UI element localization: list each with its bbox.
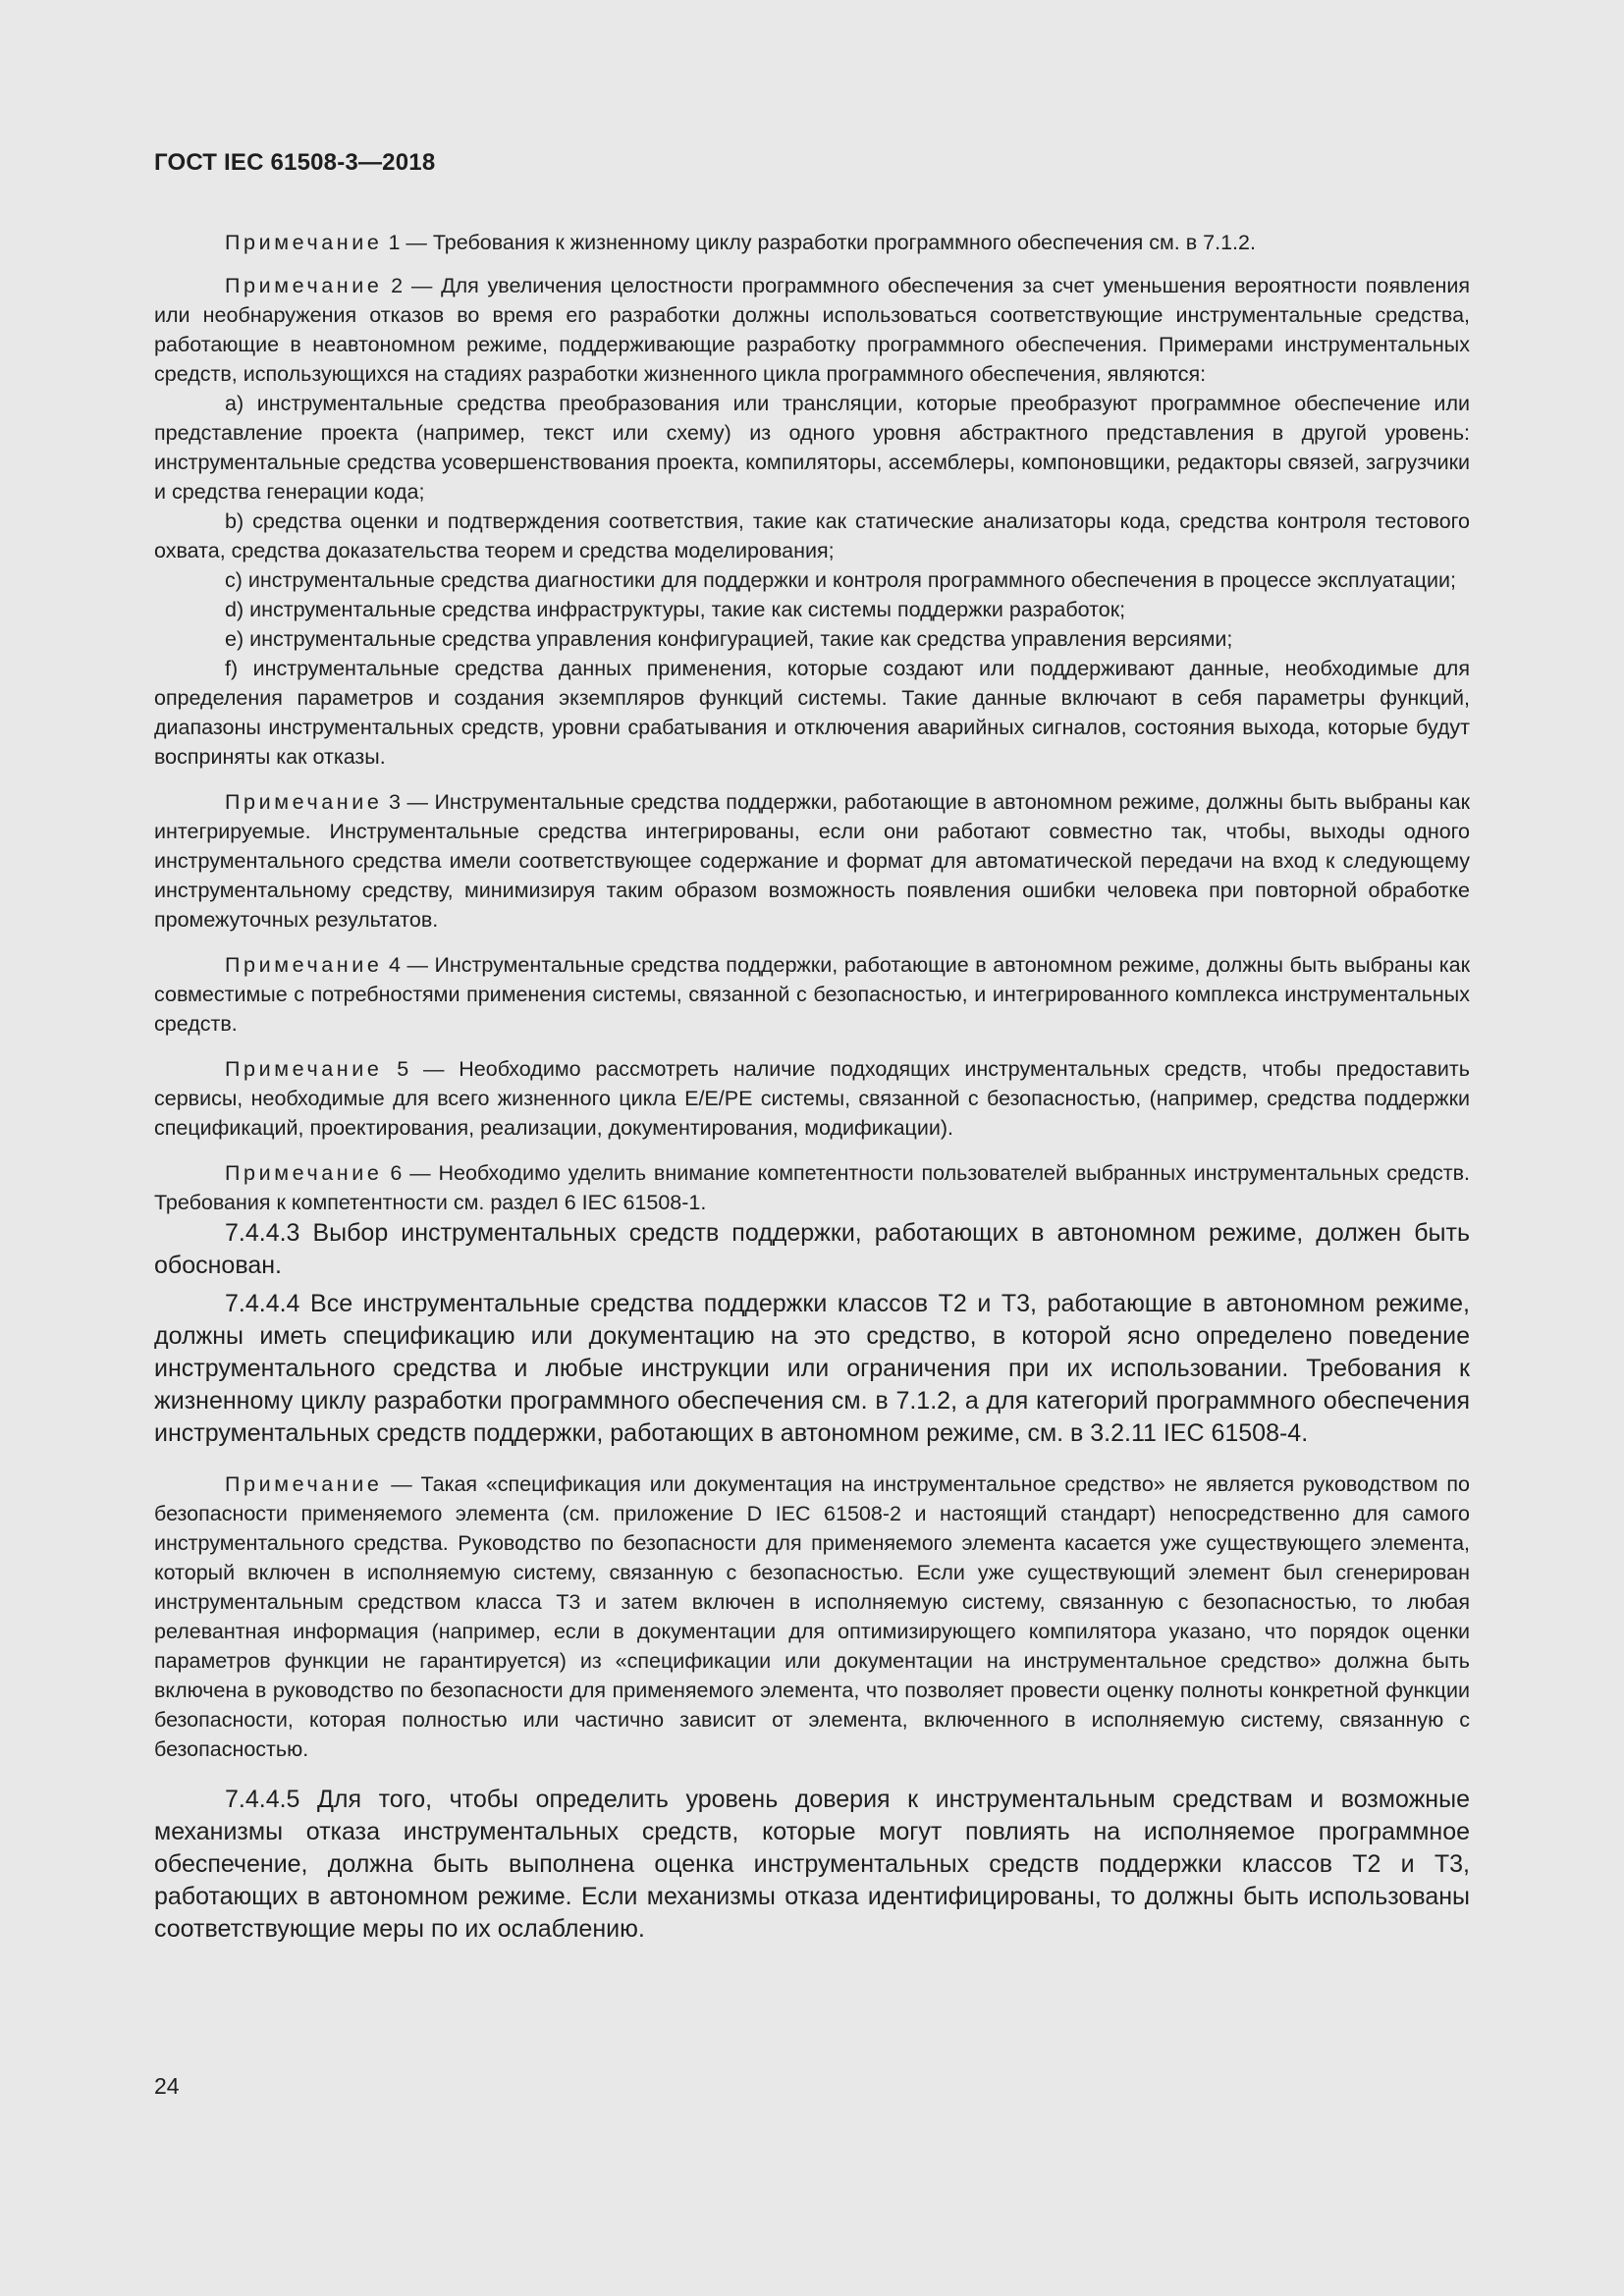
list-item-a: a) инструментальные средства преобразования или трансляции, которые преобразуют программное обеспечение или представление проекта (например, текст или схему) из одного уровня абстрактного представления в другой уровень: инструментальные средства усовершенствования проекта, компиляторы, ассемблеры, компоновщики, редакторы связей, загрузчики и средства генерации кода; [154, 392, 1470, 504]
note-3 [154, 787, 1470, 934]
note-6 [154, 1158, 1470, 1217]
note-5 [154, 1054, 1470, 1143]
note-text: — Необходимо рассмотреть наличие подходящих инструментальных средств, чтобы предоставить сервисы, необходимые для всего жизненного цикла E/E/PE системы, связанной с безопасностью, (например, средства поддержки спецификаций, проектирования, реализации, документирования, модификации). [154, 1057, 1470, 1140]
note-number: 6 [390, 1161, 403, 1185]
note-label-word: Примечание [225, 790, 383, 814]
note-number: 1 [388, 231, 401, 254]
list-item-f: f) инструментальные средства данных применения, которые создают или поддерживают данные, необходимые для определения параметров и создания экземпляров функций системы. Такие данные включают в себя параметры функций, диапазоны инструментальных средств, уровни срабатывания и отключения аварийных сигналов, состояния выхода, которые будут восприняты как отказы. [154, 657, 1470, 769]
note-4 [154, 950, 1470, 1039]
page-content [154, 226, 1470, 1946]
note-text: — Для увеличения целостности программного обеспечения за счет уменьшения вероятности появления или необнаружения отказов во время его разработки должны использоваться соответствующие инструментальные средства, работающие в неавтономном режиме, поддерживающие разработку программного обеспечения. Примерами инструментальных средств, использующихся на стадиях разработки жизненного цикла программного обеспечения, являются: [154, 274, 1470, 386]
page-number: 24 [154, 2073, 180, 2099]
note-text: — Требования к жизненному циклу разработки программного обеспечения см. в 7.1.2. [400, 231, 1256, 254]
document-page [154, 0, 1470, 2296]
note-text: — Такая «спецификация или документация на инструментальное средство» не является руководством по безопасности применяемого элемента (см. приложение D IEC 61508-2 и настоящий стандарт) непосредственно для самого инструментального средства. Руководство по безопасности для применяемого элемента касается уже существующего элемента, который включен в исполняемую систему, связанную с безопасностью. Если уже существующий элемент был сгенерирован инструментальным средством класса Т3 и затем включен в исполняемую систему, связанную с безопасностью, то любая релевантная информация (например, если в документации для оптимизирующего компилятора указано, что порядок оценки параметров функции не гарантируется) из «спецификации или документации на инструментальное средство» должна быть включена в руководство по безопасности для применяемого элемента, что позволяет провести оценку полноты конкретной функции безопасности, которая полностью или частично зависит от элемента, включенного в исполняемую систему, связанную с безопасностью. [154, 1472, 1470, 1761]
document-header: ГОСТ IEC 61508-3—2018 [154, 149, 436, 176]
note-number: 2 [391, 274, 404, 297]
list-item-c: c) инструментальные средства диагностики для поддержки и контроля программного обеспечения в процессе эксплуатации; [225, 568, 1457, 592]
note-label-word: Примечание [225, 1472, 383, 1496]
note-1 [154, 228, 1470, 257]
note-label-word: Примечание [225, 953, 383, 977]
note-label-word: Примечание [225, 1057, 383, 1081]
clause-7-4-4-4: 7.4.4.4 Все инструментальные средства поддержки классов Т2 и Т3, работающие в автономном режиме, должны иметь спецификацию или документацию на это средство, в которой ясно определено поведение инструментального средства и любые инструкции или ограничения при их использовании. Требования к жизненному циклу разработки программного обеспечения см. в 7.1.2, а для категорий программного обеспечения инструментальных средств поддержки, работающих в автономном режиме, см. в 3.2.11 IEC 61508-4. [154, 1290, 1470, 1447]
clause-7-4-4-5: 7.4.4.5 Для того, чтобы определить уровень доверия к инструментальным средствам и возможные механизмы отказа инструментальных средств, которые могут повлиять на исполняемое программное обеспечение, должна быть выполнена оценка инструментальных средств поддержки классов Т2 и Т3, работающих в автономном режиме. Если механизмы отказа идентифицированы, то должны быть использованы соответствующие меры по их ослаблению. [154, 1786, 1470, 1943]
note-text: — Инструментальные средства поддержки, работающие в автономном режиме, должны быть выбраны как интегрируемые. Инструментальные средства интегрированы, если они работают совместно так, чтобы, выходы одного инструментального средства имели соответствующее содержание и формат для автоматической передачи на вход к следующему инструментальному средству, минимизируя таким образом возможность появления ошибки человека при повторной обработке промежуточных результатов. [154, 790, 1470, 932]
note-number: 5 [397, 1057, 409, 1081]
list-item-d: d) инструментальные средства инфраструктуры, такие как системы поддержки разработок; [225, 598, 1126, 621]
note-7 [154, 1469, 1470, 1764]
list-item-b: b) средства оценки и подтверждения соответствия, такие как статические анализаторы кода, средства контроля тестового охвата, средства доказательства теорем и средства моделирования; [154, 509, 1470, 562]
note-number: 4 [388, 953, 401, 977]
note-label-word: Примечание [225, 274, 383, 297]
note-number: 3 [388, 790, 401, 814]
note-label-word: Примечание [225, 1161, 383, 1185]
clause-7-4-4-3: 7.4.4.3 Выбор инструментальных средств поддержки, работающих в автономном режиме, должен быть обоснован. [154, 1219, 1470, 1279]
note-2 [154, 271, 1470, 389]
list-item-e: e) инструментальные средства управления конфигурацией, такие как средства управления версиями; [225, 627, 1233, 651]
note-label-word: Примечание [225, 231, 383, 254]
note-text: — Необходимо уделить внимание компетентности пользователей выбранных инструментальных средств. Требования к компетентности см. раздел 6 IEC 61508-1. [154, 1161, 1470, 1214]
note-text: — Инструментальные средства поддержки, работающие в автономном режиме, должны быть выбраны как совместимые с потребностями применения системы, связанной с безопасностью, и интегрированного комплекса инструментальных средств. [154, 953, 1470, 1036]
